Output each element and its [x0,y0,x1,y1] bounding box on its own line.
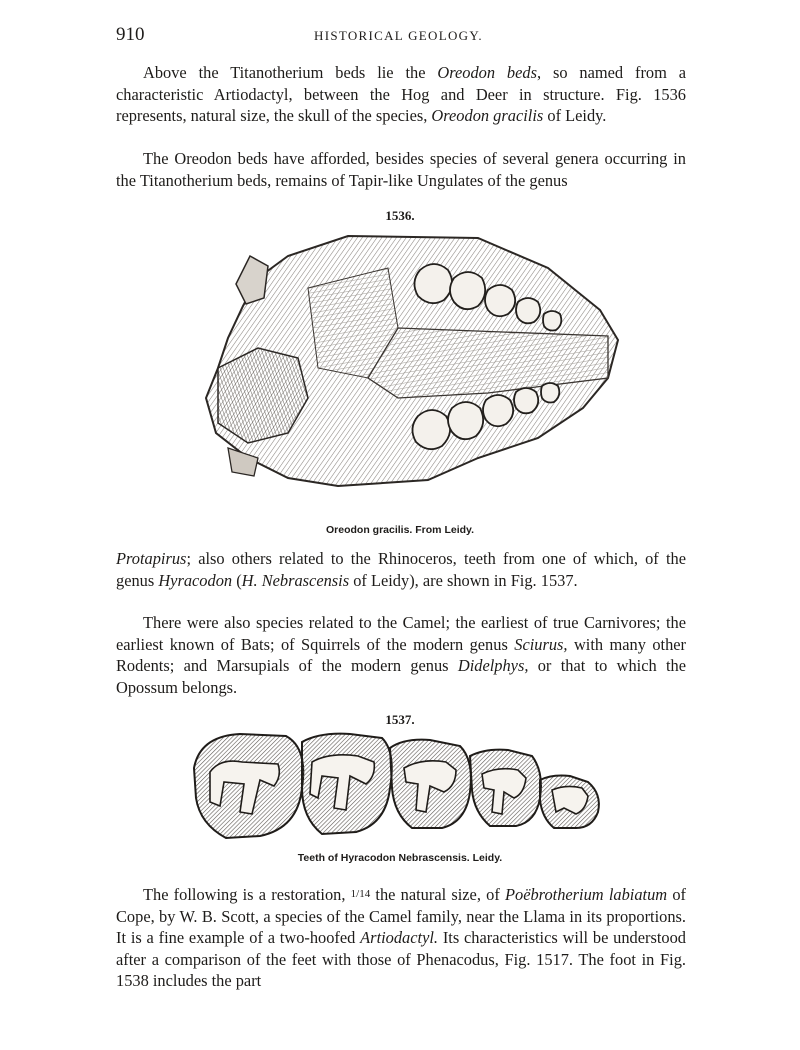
page-number: 910 [116,24,145,45]
text-run: of Leidy), are shown in Fig. 1537. [349,570,578,590]
text-run: with many other Rodents; and Marsupials of the modern genus [116,634,687,676]
paragraph-oreodon-fauna [116,148,686,191]
figure-1537-number: 1537. [385,712,415,727]
hyracodon-teeth-engraving [190,728,612,846]
text-run: or that to which the Opossum belongs. [116,656,686,697]
text-run: of Leidy. [543,106,607,126]
italic-term: H. Nebrascensis [241,570,350,590]
italic-term: Artiodactyl. [360,928,439,948]
italic-term: Protapirus [116,549,187,568]
text-run: ; also others related to the Rhinoceros, teeth from one of which, of the genus [116,549,686,590]
italic-term: Poëbrotherium labiatum [505,885,668,904]
italic-term: Hyracodon [158,570,233,590]
italic-term: Didelphys, [457,656,529,676]
page-header [116,24,686,48]
text-run: Its characteristics will be understood after a comparison of the feet with those of Phenacodus, Fig. 1517. The foot in Fig. 1538 includes the part [116,928,686,991]
italic-term: Oreodon beds [437,63,537,82]
fraction: 1/14 [350,888,371,900]
figure-1536-caption: Oreodon gracilis. From Leidy. [326,524,474,536]
paragraph-poebrotherium [116,884,686,992]
text-run: , so named from a characteristic Artiodactyl, between the Hog and Deer in structure. Fig. 1536 represents, natural size, the skull of the species, [116,63,686,126]
figure-1536-number: 1536. [385,208,415,223]
text-run: There were also species related to the Camel; the earliest of true Carnivores; the earliest known of Bats; of Squirrels of the modern genus [116,613,686,654]
text-run: Above the Titanotherium beds lie the [143,63,438,82]
paragraph-oreodon-beds [116,62,686,127]
text-run: ( [232,570,242,590]
text-run: of Cope, by W. B. Scott, a species of the Camel family, near the Llama in its proportions. It is a fine example of a two-hoofed [116,885,686,948]
text-run: The Oreodon beds have afforded, besides species of several genera occurring in the Titanotherium beds, remains of Tapir-like Ungulates of the genus [116,149,686,190]
oreodon-skull-engraving [188,228,620,510]
figure-1537-caption: Teeth of Hyracodon Nebrascensis. Leidy. [297,852,503,864]
paragraph-camel-relatives [116,612,686,698]
text-run: the natural size, of [370,885,505,904]
running-head: HISTORICAL GEOLOGY. [314,28,483,43]
paragraph-protapirus [116,548,686,591]
text-run: The following is a restoration, [143,885,351,904]
italic-term: Sciurus, [514,634,568,654]
italic-term: Oreodon gracilis [431,106,544,126]
